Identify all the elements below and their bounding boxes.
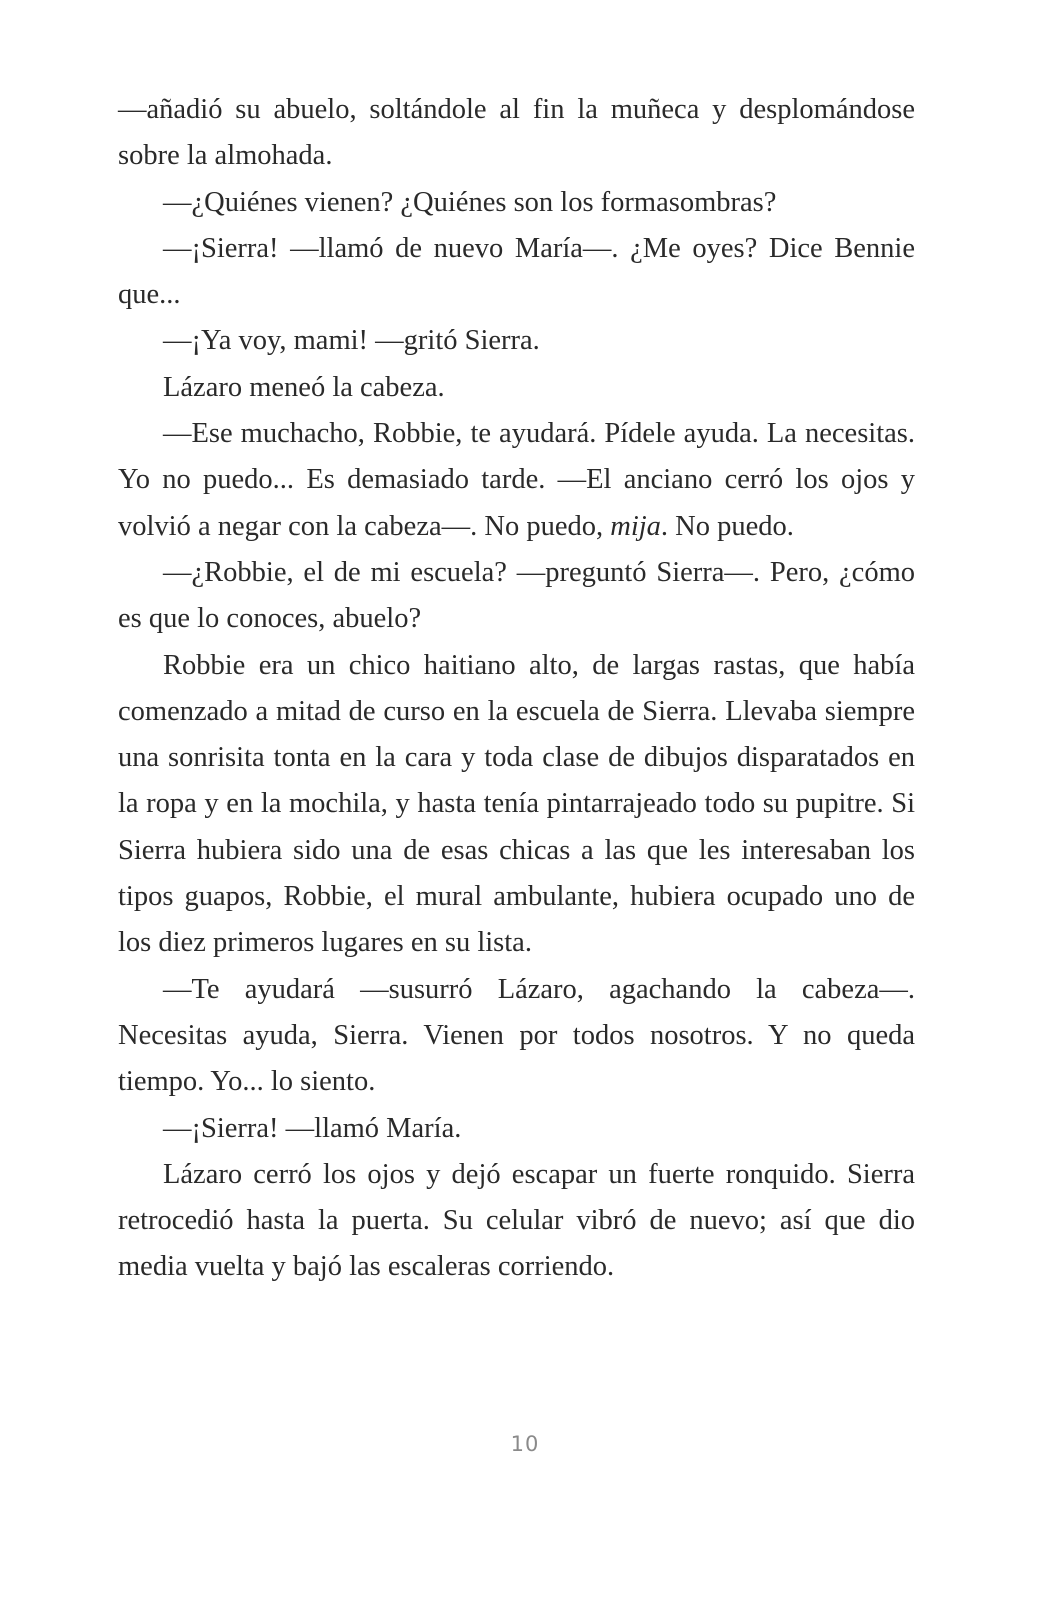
paragraph-10: —¡Sierra! —llamó María. [163, 1112, 462, 1144]
italic-word-mija: mija [610, 510, 661, 542]
paragraph-9: —Te ayudará —susurró Lázaro, agachando la cabeza—. Necesitas ayuda, Sierra. Vienen por todos nosotros. Y no queda tiempo. Yo... lo siento. [118, 973, 915, 1098]
paragraph-6-after: . No puedo. [660, 510, 794, 542]
paragraph-4: —¡Ya voy, mami! —gritó Sierra. [163, 325, 540, 357]
paragraph-8: Robbie era un chico haitiano alto, de largas rastas, que había comenzado a mitad de curso en la escuela de Sierra. Llevaba siempre una sonrisita tonta en la cara y toda clase de dibujos disparatados en la ropa y en la mochila, y hasta tenía pintarrajeado todo su pupitre. Si Sierra hubiera sido una de esas chicas a las que les interesaban los tipos guapos, Robbie, el mural ambulante, hubiera ocupado uno de los diez primeros lugares en su lista. [118, 649, 915, 959]
page-number: 10 [510, 1432, 540, 1456]
paragraph-1: —añadió su abuelo, soltándole al fin la muñeca y desplomándose sobre la almohada. [118, 94, 915, 172]
paragraph-3: —¡Sierra! —llamó de nuevo María—. ¿Me oyes? Dice Bennie que... [118, 232, 915, 311]
paragraph-5: Lázaro meneó la cabeza. [163, 371, 445, 403]
paragraph-11: Lázaro cerró los ojos y dejó escapar un fuerte ronquido. Sierra retrocedió hasta la puerta. Su celular vibró de nuevo; así que dio media vuelta y bajó las escaleras corriendo. [118, 1158, 915, 1283]
paragraph-7: —¿Robbie, el de mi escuela? —preguntó Sierra—. Pero, ¿cómo es que lo conoces, abuelo? [118, 556, 915, 635]
paragraph-6-before: —Ese muchacho, Robbie, te ayudará. Pídele ayuda. La necesitas. Yo no puedo... Es demasiado tarde. —El anciano cerró los ojos y volvió a negar con la cabeza—. No puedo, [118, 418, 915, 542]
paragraph-2: —¿Quiénes vienen? ¿Quiénes son los formasombras? [163, 186, 777, 218]
paragraph-6 [118, 411, 915, 550]
body-text [118, 87, 915, 1291]
